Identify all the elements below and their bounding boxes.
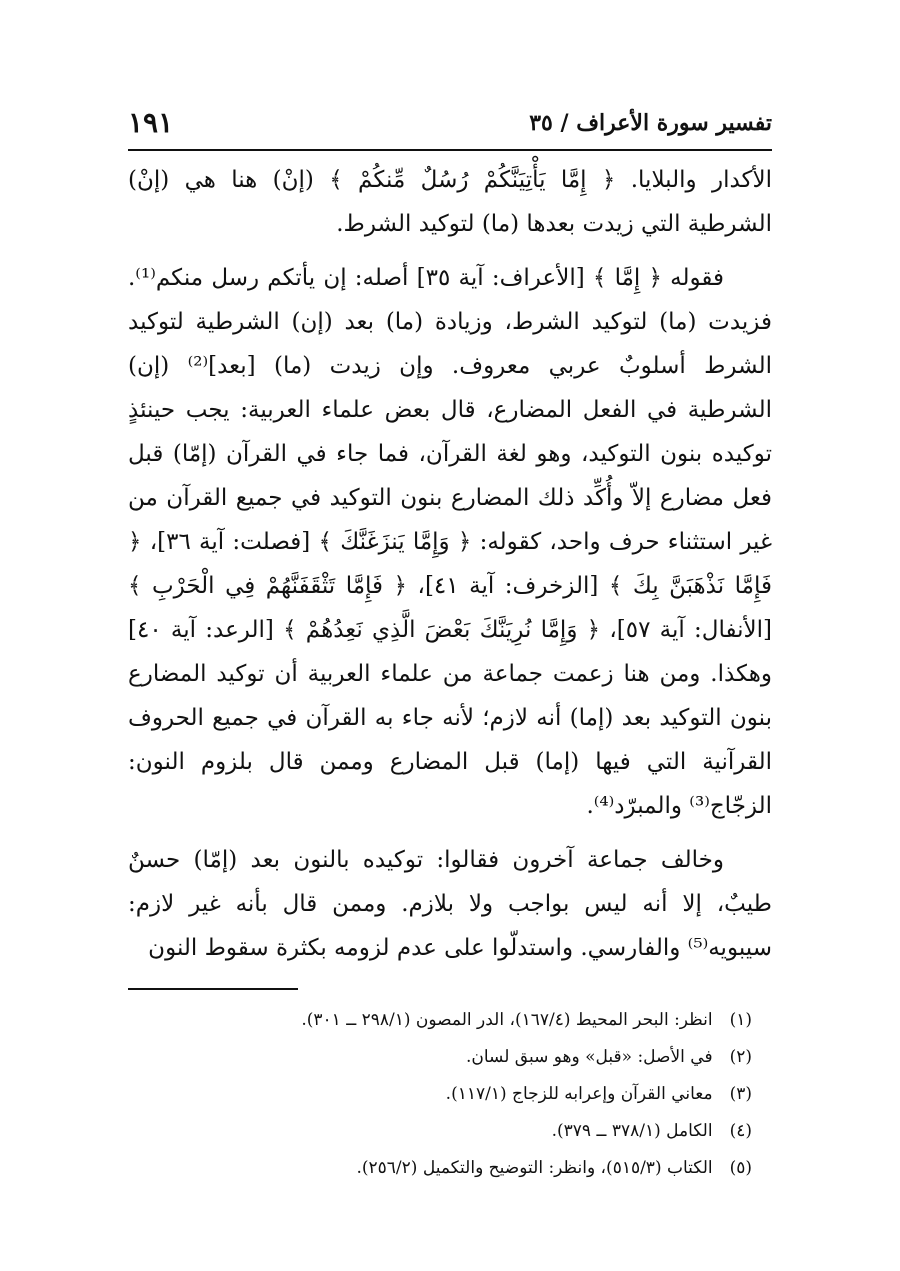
footnote-4 [128, 1113, 772, 1150]
footnotes [128, 1002, 772, 1187]
footnote-number: (٢) [729, 1047, 752, 1067]
paragraph-2: فقوله ﴿ إِمَّا ﴾ [الأعراف: آية ٣٥] أصله: إن يأتكم رسل منكم⁽¹⁾. فزيدت (ما) لتوكيد الشرط، وزيادة (ما) بعد (إن) الشرطية لتوكيد الشرط أسلوبٌ عربي معروف. وإن زيدت (ما) [بعد]⁽²⁾ (إن) الشرطية في الفعل المضارع، قال بعض علماء العربية: يجب حينئذٍ توكيده بنون التوكيد، وهو لغة القرآن، فما جاء في القرآن (إمّا) قبل فعل مضارع إلاّ وأُكِّد ذلك المضارع بنون التوكيد في جميع القرآن من غير استثناء حرف واحد، كقوله: ﴿ وَإِمَّا يَنزَغَنَّكَ ﴾ [فصلت: آية ٣٦]، ﴿ فَإِمَّا نَذْهَبَنَّ بِكَ ﴾ [الزخرف: آية ٤١]، ﴿ فَإِمَّا تَثْقَفَنَّهُمْ فِي الْحَرْبِ ﴾ [الأنفال: آية ٥٧]، ﴿ وَإِمَّا نُرِيَنَّكَ بَعْضَ الَّذِي نَعِدُهُمْ ﴾ [الرعد: آية ٤٠] وهكذا. ومن هنا زعمت جماعة من علماء العربية أن توكيد المضارع بنون التوكيد بعد (إما) أنه لازم؛ لأنه جاء به القرآن في جميع الحروف القرآنية التي فيها (إما) قبل المضارع وممن قال بلزوم النون: الزجّاج⁽³⁾ والمبرّد⁽⁴⁾. [128, 265, 773, 819]
main-text [128, 158, 772, 970]
footnote-text: الكتاب (٥١٥/٣)، وانظر: التوضيح والتكميل (٢٥٦/٢). [356, 1158, 713, 1178]
footnote-3 [128, 1076, 772, 1113]
page-header [128, 100, 772, 148]
footnote-number: (١) [729, 1010, 752, 1030]
page-number: ١٩١ [128, 106, 174, 139]
footnote-separator [128, 988, 298, 990]
footnote-2 [128, 1039, 772, 1076]
footnote-text: الكامل (٣٧٨/١ ــ ٣٧٩). [551, 1121, 713, 1141]
footnote-number: (٣) [729, 1084, 752, 1104]
paragraph-3: وخالف جماعة آخرون فقالوا: توكيده بالنون بعد (إمّا) حسنٌ طيبٌ، إلا أنه ليس بواجب ولا بلازم. وممن قال بأنه غير لازم: سيبويه⁽⁵⁾ والفارسي. واستدلّوا على عدم لزومه بكثرة سقوط النون [128, 847, 772, 961]
footnote-text: انظر: البحر المحيط (١٦٧/٤)، الدر المصون (٢٩٨/١ ــ ٣٠١). [301, 1010, 713, 1030]
footnote-number: (٤) [729, 1121, 752, 1141]
running-title: تفسير سورة الأعراف / ٣٥ [529, 110, 772, 136]
footnote-5 [128, 1150, 772, 1187]
footnote-text: معاني القرآن وإعرابه للزجاج (١١٧/١). [445, 1084, 713, 1104]
paragraph-1: الأكدار والبلايا. ﴿ إِمَّا يَأْتِيَنَّكُمْ رُسُلٌ مِّنكُمْ ﴾ (إنْ) هنا هي (إنْ) الشرطية التي زيدت بعدها (ما) لتوكيد الشرط. [128, 167, 772, 237]
footnote-1 [128, 1002, 772, 1039]
footnote-text: في الأصل: «قبل» وهو سبق لسان. [465, 1047, 713, 1067]
book-page [128, 100, 772, 1187]
header-rule [128, 149, 772, 151]
footnote-number: (٥) [729, 1158, 752, 1178]
